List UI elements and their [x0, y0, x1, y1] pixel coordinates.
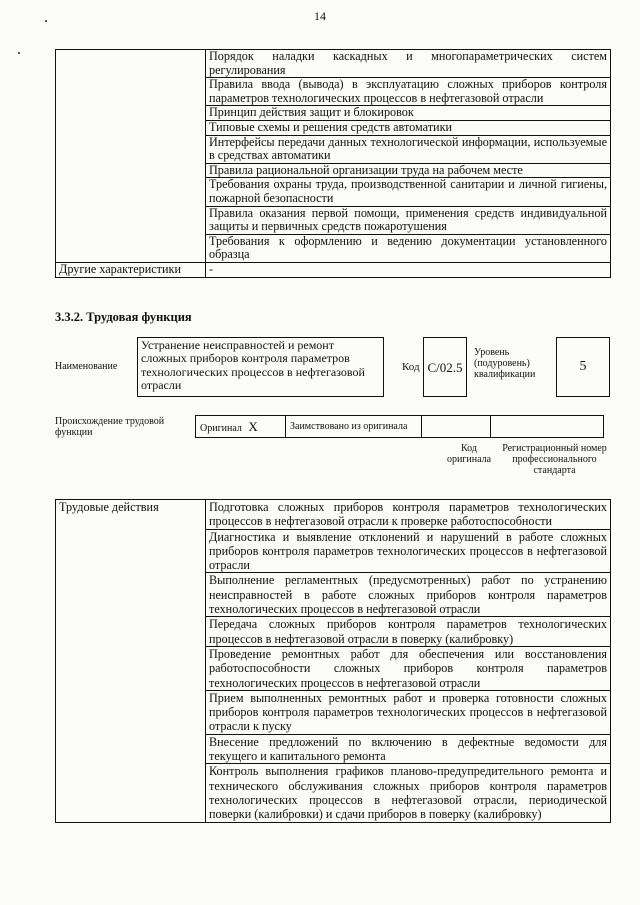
knowledge-item: Правила оказания первой помощи, применения средств индивидуальной защиты и первичных средств пожаротушения: [206, 206, 611, 234]
name-label: Наименование: [55, 361, 118, 372]
work-action-item: Подготовка сложных приборов контроля параметров технологических процессов в нефтегазовой отрасли к проверке работоспособности: [206, 500, 611, 530]
work-action-item: Передача сложных приборов контроля параметров технологических процессов в нефтегазовой отрасли в поверку (калибровку): [206, 617, 611, 647]
left-empty-cell: [56, 50, 206, 263]
qualification-level-label: Уровень (подуровень) квалификации: [474, 347, 536, 380]
original-label: Оригинал: [200, 422, 242, 434]
table-row: [56, 262, 611, 277]
registration-number-caption: Регистрационный номер профессионального стандарта: [502, 443, 607, 476]
code-label: Код: [402, 361, 420, 373]
qualification-level-box: 5: [556, 337, 610, 397]
knowledge-item: Требования к оформлению и ведению документации установленного образца: [206, 234, 611, 262]
work-action-item: Выполнение регламентных (предусмотренных) работ по устранению неисправностей в работе сложных приборов контроля параметров технологических процессов в нефтегазовой отрасли: [206, 573, 611, 617]
scan-speck: [45, 20, 47, 22]
table-row: [56, 50, 611, 78]
table-row: [196, 416, 604, 438]
origin-reg-cell: [491, 416, 604, 438]
section-heading: 3.3.2. Трудовая функция: [55, 310, 192, 324]
knowledge-item: Правила ввода (вывода) в эксплуатацию сложных приборов контроля параметров технологических процессов в нефтегазовой отрасли: [206, 78, 611, 106]
knowledge-item: Принцип действия защит и блокировок: [206, 106, 611, 121]
knowledge-item: Типовые схемы и решения средств автоматики: [206, 120, 611, 135]
original-cell: [196, 416, 286, 438]
original-mark: X: [248, 418, 258, 434]
work-actions-label: Трудовые действия: [56, 500, 206, 823]
origin-code-caption: Код оригинала: [446, 443, 492, 465]
work-action-item: Диагностика и выявление отклонений и нарушений в работе сложных приборов контроля параметров технологических процессов в нефтегазовой отрасли: [206, 529, 611, 573]
knowledge-table: [55, 49, 611, 278]
page-number: 14: [314, 9, 326, 23]
knowledge-item: Требования охраны труда, производственной санитарии и личной гигиены, пожарной безопасности: [206, 178, 611, 206]
other-characteristics-label: Другие характеристики: [56, 262, 206, 277]
borrowed-cell: Заимствовано из оригинала: [286, 416, 422, 438]
work-action-item: Контроль выполнения графиков планово-предупредительного ремонта и технического обслуживания сложных приборов контроля параметров технологических процессов в нефтегазовой отрасли, периодической поверки (калибровки) и сдачи приборов в поверку (калибровку): [206, 764, 611, 822]
knowledge-item: Интерфейсы передачи данных технологической информации, используемые в средствах автоматики: [206, 135, 611, 163]
knowledge-item: Правила рациональной организации труда на рабочем месте: [206, 163, 611, 178]
function-code-box: C/02.5: [423, 337, 467, 397]
origin-label: Происхождение трудовой функции: [55, 416, 165, 438]
work-action-item: Внесение предложений по включению в дефектные ведомости для текущего и капитального ремонта: [206, 734, 611, 764]
work-action-item: Прием выполненных ремонтных работ и проверка готовности сложных приборов контроля параметров технологических процессов в нефтегазовой отрасли к пуску: [206, 690, 611, 734]
scan-speck: [18, 52, 20, 54]
other-characteristics-value: -: [206, 262, 611, 277]
origin-table: [195, 415, 604, 438]
work-action-item: Проведение ремонтных работ для обеспечения или восстановления работоспособности сложных приборов контроля параметров технологических процессов в нефтегазовой отрасли: [206, 646, 611, 690]
origin-code-cell: [422, 416, 491, 438]
knowledge-item: Порядок наладки каскадных и многопараметрических систем регулирования: [206, 50, 611, 78]
table-row: [56, 500, 611, 530]
work-actions-table: [55, 499, 611, 823]
function-name-box: Устранение неисправностей и ремонт сложных приборов контроля параметров технологических процессов в нефтегазовой отрасли: [137, 337, 384, 397]
